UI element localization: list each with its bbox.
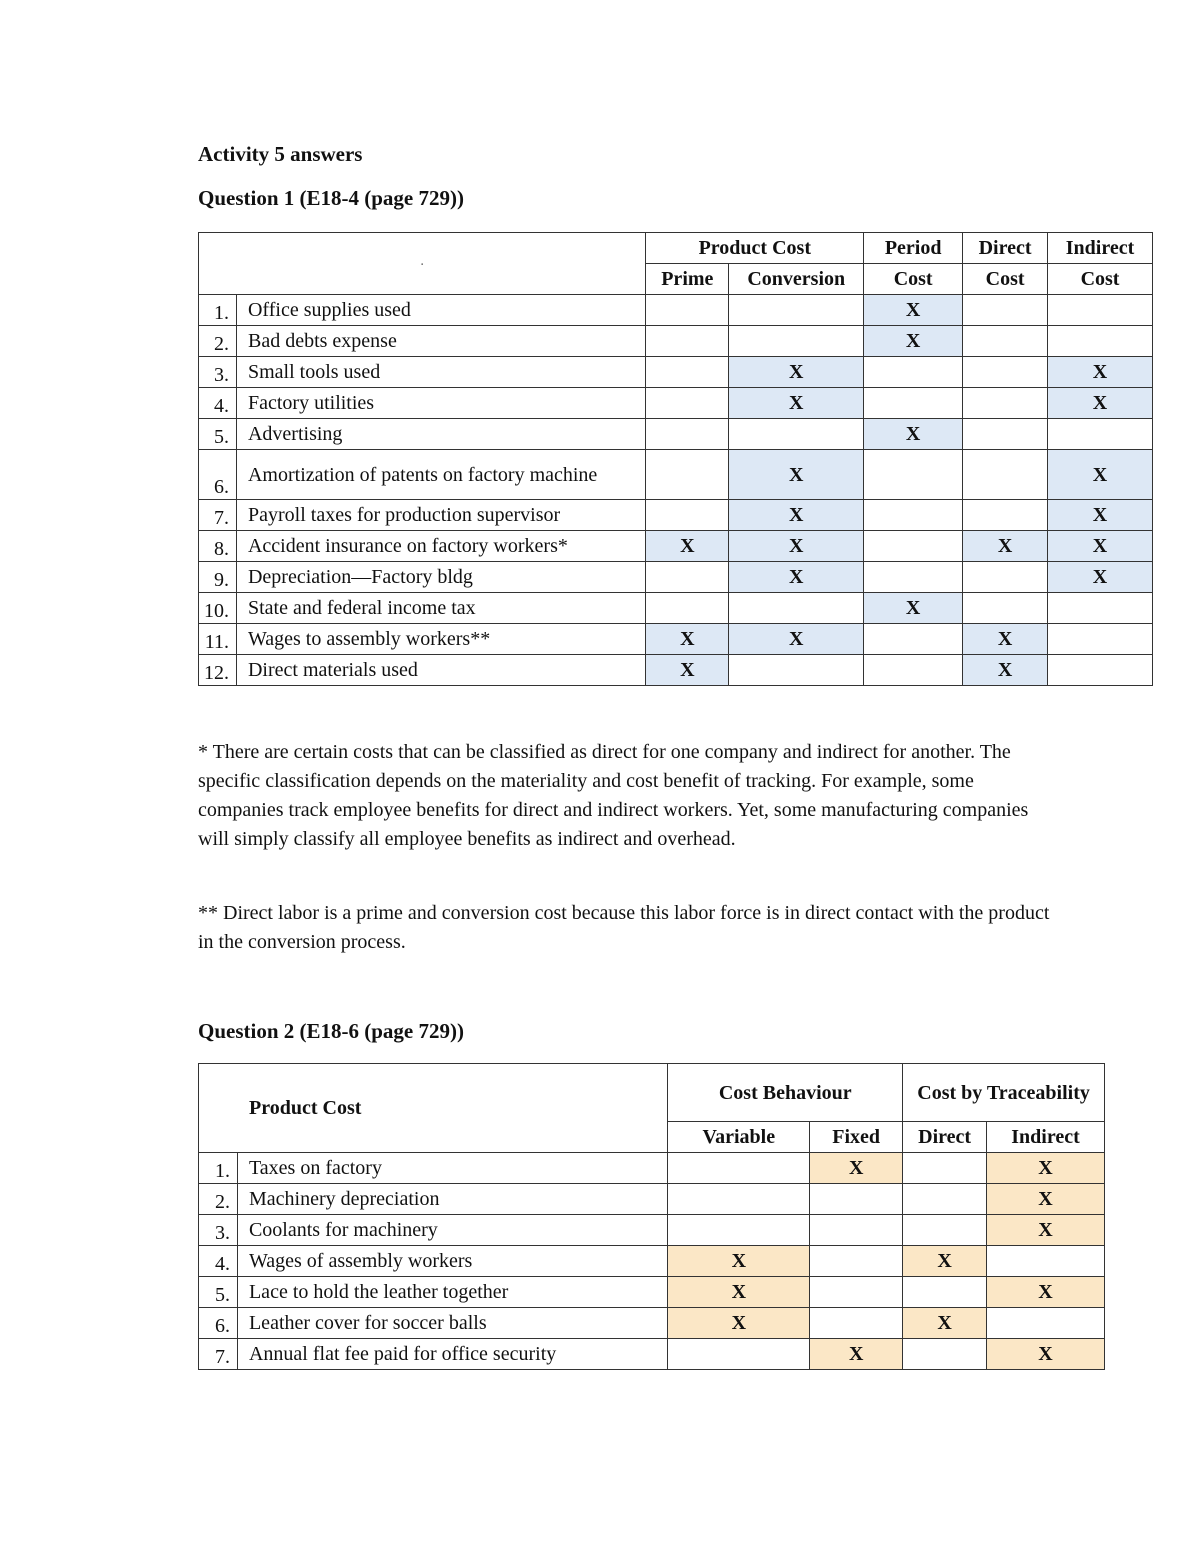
row-number: 3.: [199, 1215, 238, 1246]
table-row: [199, 388, 1153, 419]
period-cell: [864, 562, 963, 593]
q1-header-period-cost: Cost: [864, 264, 963, 295]
row-item-label: Bad debts expense: [236, 326, 645, 357]
row-number: 2.: [199, 326, 237, 357]
row-item-label: Payroll taxes for production supervisor: [236, 500, 645, 531]
row-number: 6.: [199, 1308, 238, 1339]
row-item-label: Lace to hold the leather together: [237, 1277, 667, 1308]
q2-header-direct: Direct: [903, 1122, 987, 1153]
row-number: 11.: [199, 624, 237, 655]
row-number: 12.: [199, 655, 237, 686]
conversion-cell: X: [729, 531, 864, 562]
prime-cell: X: [646, 624, 729, 655]
table-row: [199, 562, 1153, 593]
q1-header-prime: Prime: [646, 264, 729, 295]
indirect-cell: [1048, 624, 1153, 655]
period-cell: X: [864, 419, 963, 450]
conversion-cell: X: [729, 562, 864, 593]
footnote-double-asterisk: ** Direct labor is a prime and conversion cost because this labor force is in direct contact with the product in the conversion process.: [198, 902, 1050, 953]
indirect-cell: X: [987, 1277, 1105, 1308]
q1-corner-cell: [199, 233, 646, 295]
row-item-label: Advertising: [236, 419, 645, 450]
table-row: [199, 1215, 1105, 1246]
corner-mark: ·: [420, 258, 424, 270]
prime-cell: [646, 388, 729, 419]
prime-cell: [646, 500, 729, 531]
fixed-cell: X: [810, 1339, 903, 1370]
q2-header-variable: Variable: [668, 1122, 810, 1153]
conversion-cell: X: [729, 624, 864, 655]
period-cell: [864, 388, 963, 419]
prime-cell: [646, 295, 729, 326]
direct-cell: [903, 1277, 987, 1308]
direct-cell: [903, 1184, 987, 1215]
row-number: 8.: [199, 531, 237, 562]
indirect-cell: X: [987, 1215, 1105, 1246]
direct-cell: X: [903, 1246, 987, 1277]
row-number: 2.: [199, 1184, 238, 1215]
q1-header-direct-cost: Cost: [963, 264, 1048, 295]
prime-cell: [646, 593, 729, 624]
conversion-cell: [729, 295, 864, 326]
direct-cell: X: [963, 624, 1048, 655]
prime-cell: [646, 326, 729, 357]
row-item-label: Annual flat fee paid for office security: [237, 1339, 667, 1370]
row-number: 3.: [199, 357, 237, 388]
direct-cell: [903, 1339, 987, 1370]
table-row: [199, 593, 1153, 624]
indirect-cell: X: [1048, 388, 1153, 419]
row-number: 4.: [199, 1246, 238, 1277]
row-item-label: Direct materials used: [236, 655, 645, 686]
direct-cell: [963, 562, 1048, 593]
row-item-label: Coolants for machinery: [237, 1215, 667, 1246]
q2-header-product-cost: Product Cost: [199, 1064, 668, 1153]
q1-header-indirect: Indirect: [1048, 233, 1153, 264]
row-number: 10.: [199, 593, 237, 624]
fixed-cell: [810, 1184, 903, 1215]
row-number: 5.: [199, 419, 237, 450]
row-item-label: State and federal income tax: [236, 593, 645, 624]
indirect-cell: [987, 1308, 1105, 1339]
direct-cell: [963, 357, 1048, 388]
q2-table-body: [199, 1153, 1105, 1370]
indirect-cell: [1048, 655, 1153, 686]
indirect-cell: X: [1048, 357, 1153, 388]
prime-cell: [646, 419, 729, 450]
direct-cell: X: [963, 531, 1048, 562]
row-number: 7.: [199, 500, 237, 531]
direct-cell: [963, 419, 1048, 450]
direct-cell: [963, 388, 1048, 419]
period-cell: X: [864, 326, 963, 357]
table-row: [199, 655, 1153, 686]
row-item-label: Factory utilities: [236, 388, 645, 419]
indirect-cell: X: [987, 1184, 1105, 1215]
direct-cell: [963, 450, 1048, 500]
table-row: [199, 1246, 1105, 1277]
table-row: [199, 531, 1153, 562]
question-2-heading: Question 2 (E18-6 (page 729)): [198, 1019, 464, 1043]
fixed-cell: [810, 1246, 903, 1277]
row-item-label: Accident insurance on factory workers*: [236, 531, 645, 562]
row-item-label: Wages to assembly workers**: [236, 624, 645, 655]
conversion-cell: X: [729, 500, 864, 531]
fixed-cell: [810, 1277, 903, 1308]
conversion-cell: [729, 326, 864, 357]
period-cell: [864, 357, 963, 388]
prime-cell: X: [646, 531, 729, 562]
q2-header-row-1: [199, 1064, 1105, 1122]
q1-header-direct: Direct: [963, 233, 1048, 264]
q1-header-indirect-cost: Cost: [1048, 264, 1153, 295]
conversion-cell: X: [729, 357, 864, 388]
period-cell: [864, 624, 963, 655]
question-2-table: [198, 1063, 1105, 1370]
q2-header-indirect: Indirect: [987, 1122, 1105, 1153]
row-item-label: Machinery depreciation: [237, 1184, 667, 1215]
direct-cell: [963, 593, 1048, 624]
table-row: [199, 1153, 1105, 1184]
table-row: [199, 295, 1153, 326]
q1-header-conversion: Conversion: [729, 264, 864, 295]
table-row: [199, 450, 1153, 500]
row-item-label: Small tools used: [236, 357, 645, 388]
fixed-cell: X: [810, 1153, 903, 1184]
row-number: 9.: [199, 562, 237, 593]
indirect-cell: X: [987, 1153, 1105, 1184]
q1-table-body: [199, 295, 1153, 686]
row-item-label: Wages of assembly workers: [237, 1246, 667, 1277]
indirect-cell: X: [1048, 450, 1153, 500]
prime-cell: [646, 357, 729, 388]
indirect-cell: X: [1048, 531, 1153, 562]
indirect-cell: X: [1048, 500, 1153, 531]
row-number: 7.: [199, 1339, 238, 1370]
q2-header-cost-by-traceability: Cost by Traceability: [903, 1064, 1105, 1122]
indirect-cell: X: [1048, 562, 1153, 593]
direct-cell: X: [963, 655, 1048, 686]
table-row: [199, 419, 1153, 450]
footnote-single-asterisk: * There are certain costs that can be classified as direct for one company and indirect for another. The specific classification depends on the materiality and cost benefit of tracking. For example, some companies track employee benefits for direct and indirect workers. Yet, some manufacturing companies will simply classify all employee benefits as indirect and overhead.: [198, 741, 1029, 850]
conversion-cell: [729, 655, 864, 686]
period-cell: [864, 655, 963, 686]
variable-cell: [668, 1153, 810, 1184]
conversion-cell: [729, 593, 864, 624]
row-item-label: Depreciation—Factory bldg: [236, 562, 645, 593]
indirect-cell: [987, 1246, 1105, 1277]
q1-header-product-cost: Product Cost: [646, 233, 864, 264]
variable-cell: [668, 1339, 810, 1370]
indirect-cell: X: [987, 1339, 1105, 1370]
table-row: [199, 1184, 1105, 1215]
row-item-label: Amortization of patents on factory machine: [236, 450, 645, 500]
variable-cell: X: [668, 1246, 810, 1277]
table-row: [199, 1308, 1105, 1339]
prime-cell: [646, 562, 729, 593]
indirect-cell: [1048, 593, 1153, 624]
indirect-cell: [1048, 419, 1153, 450]
prime-cell: [646, 450, 729, 500]
q1-header-row-1: [199, 233, 1153, 264]
fixed-cell: [810, 1308, 903, 1339]
question-1-heading: Question 1 (E18-4 (page 729)): [198, 186, 464, 210]
fixed-cell: [810, 1215, 903, 1246]
q2-header-fixed: Fixed: [810, 1122, 903, 1153]
row-number: 5.: [199, 1277, 238, 1308]
variable-cell: [668, 1215, 810, 1246]
variable-cell: [668, 1184, 810, 1215]
table-row: [199, 624, 1153, 655]
table-row: [199, 1339, 1105, 1370]
conversion-cell: X: [729, 450, 864, 500]
conversion-cell: X: [729, 388, 864, 419]
indirect-cell: [1048, 295, 1153, 326]
row-item-label: Taxes on factory: [237, 1153, 667, 1184]
table-row: [199, 1277, 1105, 1308]
q1-header-period: Period: [864, 233, 963, 264]
direct-cell: [963, 326, 1048, 357]
direct-cell: [963, 295, 1048, 326]
direct-cell: [903, 1153, 987, 1184]
row-number: 4.: [199, 388, 237, 419]
direct-cell: X: [903, 1308, 987, 1339]
direct-cell: [903, 1215, 987, 1246]
table-row: [199, 357, 1153, 388]
period-cell: [864, 450, 963, 500]
q2-header-cost-behaviour: Cost Behaviour: [668, 1064, 903, 1122]
prime-cell: X: [646, 655, 729, 686]
direct-cell: [963, 500, 1048, 531]
document-title: Activity 5 answers: [198, 142, 363, 166]
indirect-cell: [1048, 326, 1153, 357]
row-number: 1.: [199, 295, 237, 326]
row-number: 1.: [199, 1153, 238, 1184]
table-row: [199, 326, 1153, 357]
period-cell: X: [864, 593, 963, 624]
row-number: 6.: [199, 450, 237, 500]
period-cell: [864, 500, 963, 531]
row-item-label: Leather cover for soccer balls: [237, 1308, 667, 1339]
variable-cell: X: [668, 1308, 810, 1339]
table-row: [199, 500, 1153, 531]
question-1-table: [198, 232, 1153, 686]
conversion-cell: [729, 419, 864, 450]
period-cell: X: [864, 295, 963, 326]
row-item-label: Office supplies used: [236, 295, 645, 326]
variable-cell: X: [668, 1277, 810, 1308]
period-cell: [864, 531, 963, 562]
